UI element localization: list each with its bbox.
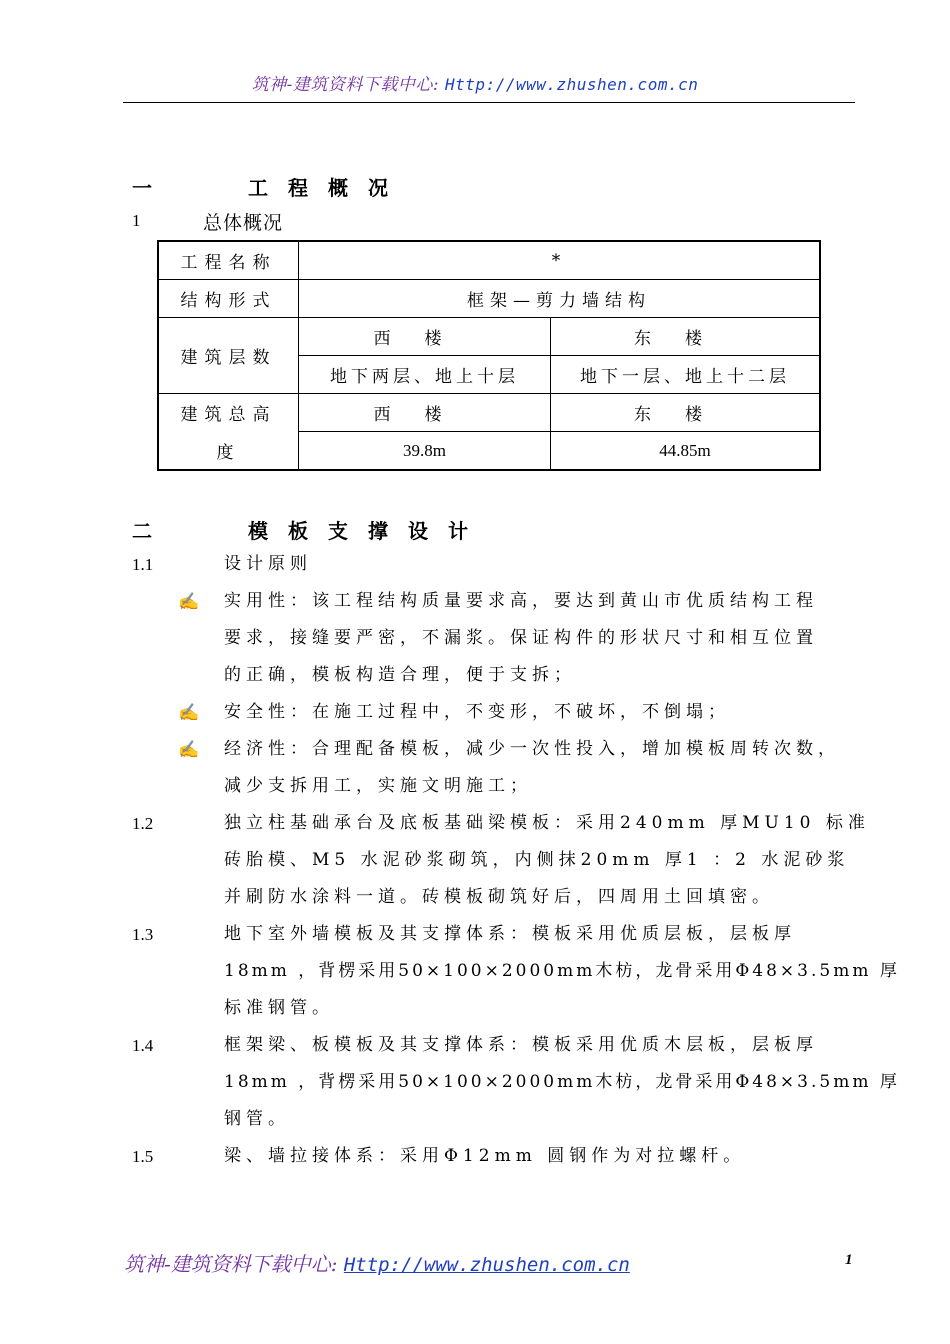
section-2-number: 二 — [132, 519, 152, 543]
item-1-3-line1: 地下室外墙模板及其支撑体系：模板采用优质层板，层板厚 — [224, 924, 796, 944]
table-row — [158, 318, 820, 356]
project-name-value: * — [299, 241, 821, 280]
principle-economy-line2: 减少支拆用工，实施文明施工； — [224, 776, 532, 796]
subsection-1-title: 总体概况 — [203, 212, 284, 234]
page-header — [0, 70, 950, 95]
item-1-1-number: 1.1 — [132, 555, 154, 574]
east-building-header: 东楼 — [551, 318, 821, 356]
principle-practical-line2: 要求，接缝要严密，不漏浆。保证构件的形状尺寸和相互位置 — [224, 628, 818, 648]
footer-site-name: 筑神-建筑资料下载中心: — [124, 1252, 338, 1276]
item-1-4-number: 1.4 — [132, 1036, 154, 1055]
item-1-2-line2: 砖胎模、M5 水泥砂浆砌筑，内侧抹20mm 厚1 ：2 水泥砂浆 — [224, 850, 850, 870]
item-1-2-line1: 独立柱基础承台及底板基础梁模板：采用240mm 厚MU10 标准 — [224, 813, 870, 833]
west-height-value: 39.8m — [299, 432, 551, 471]
page-footer — [124, 1248, 630, 1277]
item-1-5-number: 1.5 — [132, 1147, 154, 1166]
writing-hand-icon: ✍ — [178, 740, 200, 760]
height-label-line1: 建筑总高 — [158, 394, 299, 432]
principle-safety-line1: 安全性：在施工过程中，不变形，不破坏，不倒塌； — [224, 702, 730, 722]
table-row — [158, 280, 820, 318]
item-1-4-line1: 框架梁、板模板及其支撑体系：模板采用优质木层板，层板厚 — [224, 1035, 818, 1055]
height-label-line2: 度 — [158, 432, 299, 471]
section-1-number: 一 — [132, 176, 152, 200]
west-floors-value: 地下两层、地上十层 — [299, 356, 551, 394]
project-overview-table — [157, 240, 821, 471]
item-1-3-line2: 18mm ，背楞采用50×100×2000mm木枋，龙骨采用Φ48×3.5mm 厚 — [224, 961, 900, 981]
structure-label: 结构形式 — [158, 280, 299, 318]
section-2-title: 模板支撑设计 — [248, 519, 488, 543]
page-number: 1 — [845, 1252, 853, 1268]
item-1-4-line2: 18mm ，背楞采用50×100×2000mm木枋，龙骨采用Φ48×3.5mm 厚 — [224, 1072, 900, 1092]
principle-practical-line1: 实用性：该工程结构质量要求高，要达到黄山市优质结构工程 — [224, 591, 818, 611]
item-1-3-number: 1.3 — [132, 925, 154, 944]
principle-practical-line3: 的正确，模板构造合理，便于支拆； — [224, 665, 576, 685]
table-row — [158, 241, 820, 280]
item-1-1-title: 设计原则 — [224, 554, 312, 574]
item-1-2-number: 1.2 — [132, 814, 154, 833]
item-1-4-line3: 钢管。 — [224, 1109, 290, 1129]
principle-economy-line1: 经济性：合理配备模板，减少一次性投入，增加模板周转次数， — [224, 739, 840, 759]
table-row — [158, 394, 820, 432]
west-building-header: 西楼 — [299, 318, 551, 356]
header-url-link[interactable]: Http://www.zhushen.com.cn — [445, 75, 699, 94]
structure-value: 框架—剪力墙结构 — [299, 280, 821, 318]
table-row — [158, 432, 820, 471]
subsection-1-number: 1 — [132, 211, 141, 230]
writing-hand-icon: ✍ — [178, 703, 200, 723]
section-1-title: 工程概况 — [248, 176, 408, 200]
header-site-name: 筑神-建筑资料下载中心: — [251, 75, 440, 95]
east-building-header-2: 东楼 — [551, 394, 821, 432]
west-building-header-2: 西楼 — [299, 394, 551, 432]
footer-url-link[interactable]: Http://www.zhushen.com.cn — [343, 1254, 630, 1276]
writing-hand-icon: ✍ — [178, 592, 200, 612]
east-height-value: 44.85m — [551, 432, 821, 471]
east-floors-value: 地下一层、地上十二层 — [551, 356, 821, 394]
item-1-3-line3: 标准钢管。 — [224, 998, 334, 1018]
header-divider — [123, 102, 855, 103]
floors-label: 建筑层数 — [158, 318, 299, 394]
item-1-5-line1: 梁、墙拉接体系：采用Φ12mm 圆钢作为对拉螺杆。 — [224, 1146, 746, 1166]
item-1-2-line3: 并刷防水涂料一道。砖模板砌筑好后，四周用土回填密。 — [224, 887, 774, 907]
project-name-label: 工程名称 — [158, 241, 299, 280]
